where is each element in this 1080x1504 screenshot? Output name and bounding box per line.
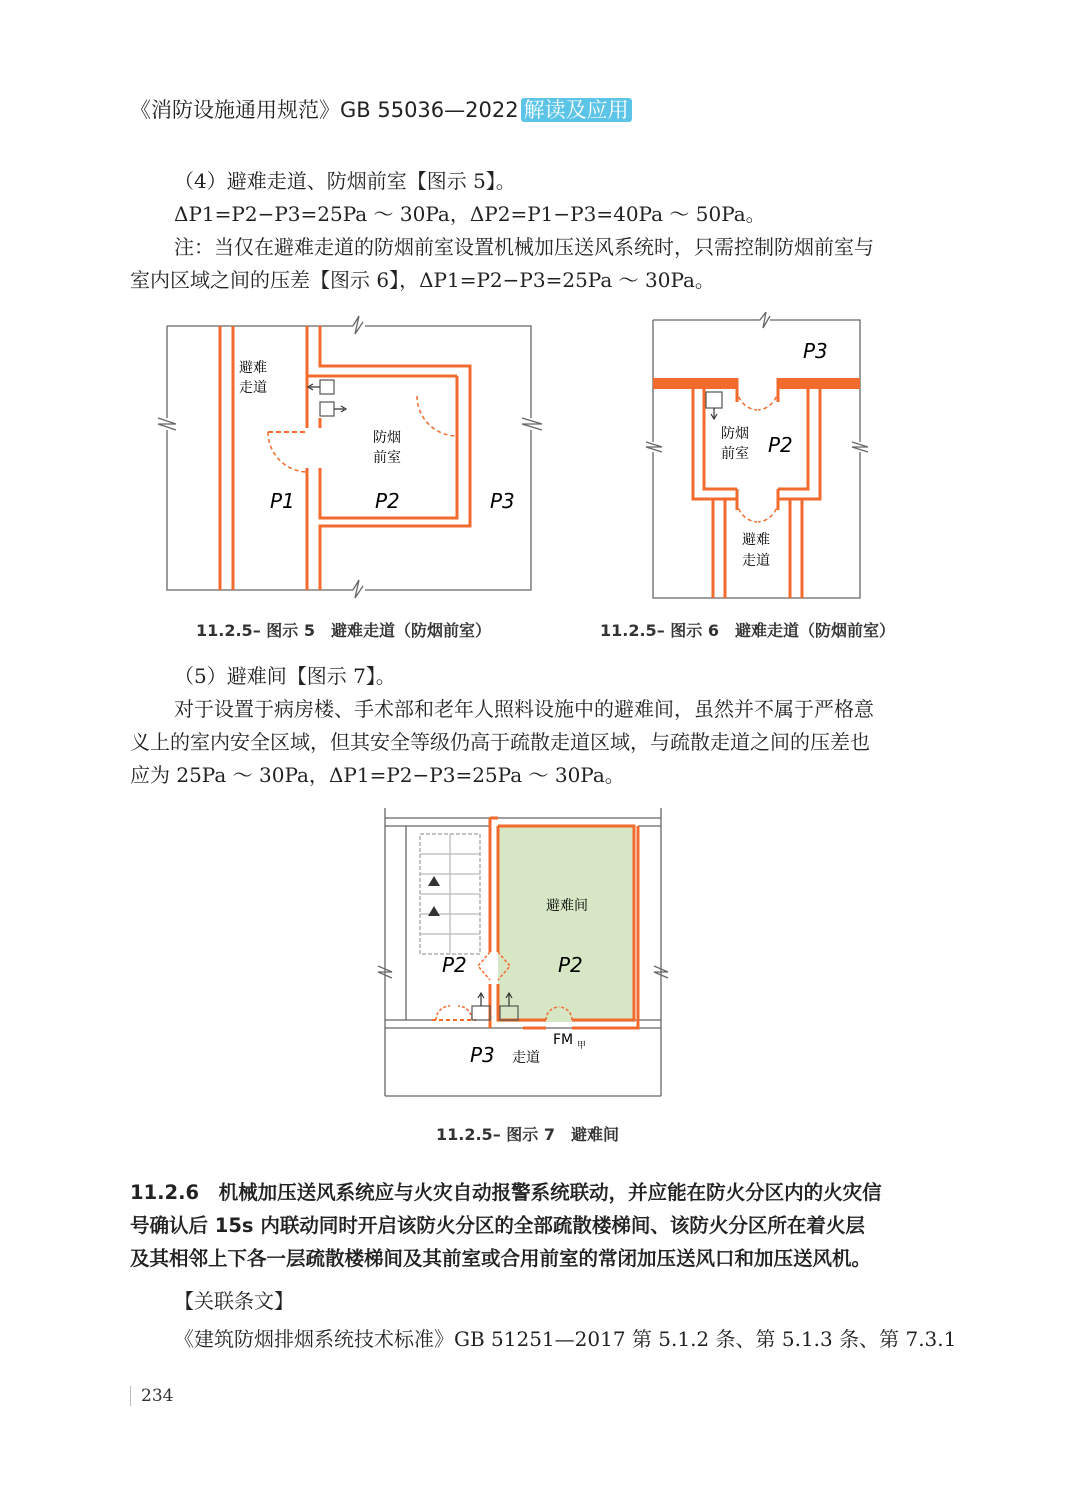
fig7-p2-right: P2 (558, 953, 583, 977)
item5-line3-equation: ΔP1=P2−P3=25Pa ～ 30Pa。 (328, 763, 625, 787)
fig5-p3: P3 (490, 489, 515, 513)
fig5-p1: P1 (270, 489, 295, 513)
fig7-caption: 11.2.5– 图示 7 避难间 (436, 1125, 619, 1144)
fig6-p3: P3 (803, 339, 828, 363)
fig6-p2: P2 (768, 433, 793, 457)
fig7-corridor-label: 走道 (512, 1050, 540, 1066)
figure-6 (640, 312, 870, 608)
item4-heading: （4）避难走道、防烟前室【图示 5】。 (174, 169, 516, 193)
header-title: 《消防设施通用规范》GB 55036—2022 (130, 98, 519, 122)
item5-heading: （5）避难间【图示 7】。 (174, 664, 396, 688)
item5-line3-prefix: 应为 25Pa ～ 30Pa， (130, 763, 329, 787)
fig5-caption: 11.2.5– 图示 5 避难走道（防烟前室） (196, 621, 491, 640)
fig6-room-label-1: 防烟 (721, 426, 749, 442)
fig6-corridor-label-2: 走道 (742, 553, 770, 569)
header-highlight: 解读及应用 (521, 98, 632, 122)
related-line1: 《建筑防烟排烟系统技术标准》GB 51251—2017 第 5.1.2 条、第 5.1.3 条、第 7.3.1 (174, 1327, 957, 1351)
figure-7 (376, 806, 676, 1106)
fig7-fm-sub: 甲 (577, 1041, 587, 1051)
item4-note-line1: 注：当仅在避难走道的防烟前室设置机械加压送风系统时，只需控制防烟前室与 (174, 235, 874, 259)
page-number: 234 (130, 1386, 173, 1406)
fig5-room-label-1: 防烟 (373, 430, 401, 446)
item5-line3 (130, 759, 930, 792)
fig7-fm-label: FM (553, 1032, 574, 1048)
fig5-p2: P2 (375, 489, 400, 513)
clause-line3: 及其相邻上下各一层疏散楼梯间及其前室或合用前室的常闭加压送风口和加压送风机。 (130, 1247, 872, 1270)
fig5-corridor-label-2: 走道 (239, 380, 267, 396)
fig5-room-label-2: 前室 (373, 450, 401, 466)
clause-line1: 11.2.6 机械加压送风系统应与火灾自动报警系统联动，并应能在防火分区内的火灾信 (130, 1181, 882, 1204)
clause-line2: 号确认后 15s 内联动同时开启该防火分区的全部疏散楼梯间、该防火分区所在着火层 (130, 1214, 865, 1237)
fig5-corridor-label-1: 避难 (239, 360, 267, 376)
fig6-caption: 11.2.5– 图示 6 避难走道（防烟前室） (600, 621, 895, 640)
figure-5 (150, 308, 550, 608)
item5-line2: 义上的室内安全区域，但其安全等级仍高于疏散走道区域，与疏散走道之间的压差也 (130, 730, 870, 754)
item4-note-line2 (130, 264, 930, 297)
item4-note-prefix: 室内区域之间的压差【图示 6】， (130, 268, 420, 292)
fig7-refuge-label: 避难间 (546, 898, 588, 914)
fig6-corridor-label-1: 避难 (742, 532, 770, 548)
item5-line1: 对于设置于病房楼、手术部和老年人照料设施中的避难间，虽然并不属于严格意 (174, 697, 874, 721)
fig6-room-label-2: 前室 (721, 446, 749, 462)
item4-equation: ΔP1=P2−P3=25Pa ～ 30Pa，ΔP2=P1−P3=40Pa ～ 50Pa。 (174, 202, 766, 226)
fig7-p3: P3 (470, 1043, 495, 1067)
item4-note-equation: ΔP1=P2−P3=25Pa ～ 30Pa。 (419, 268, 715, 292)
fig7-p2-left: P2 (442, 953, 467, 977)
running-header (130, 94, 632, 124)
related-heading: 【关联条文】 (174, 1289, 294, 1313)
